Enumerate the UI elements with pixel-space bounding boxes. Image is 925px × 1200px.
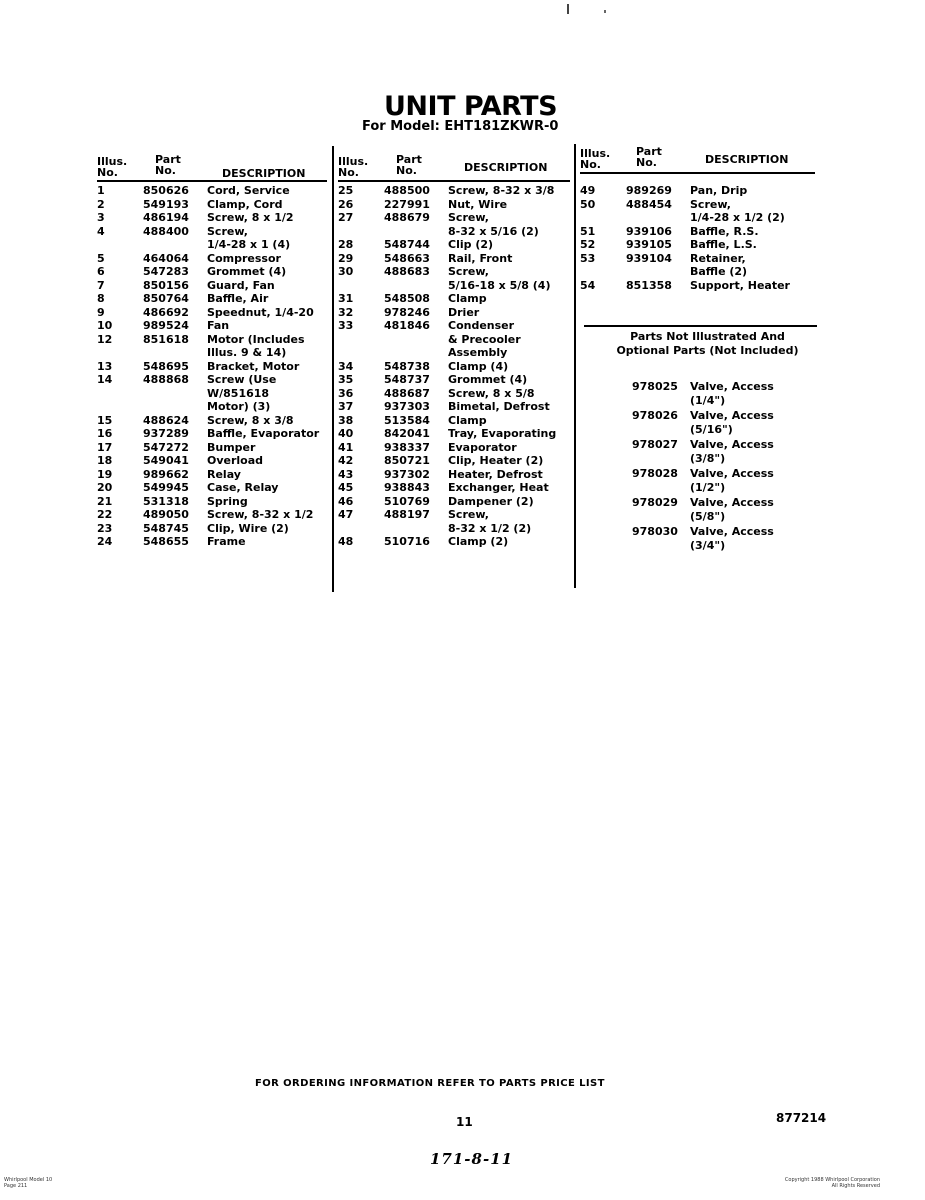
- part-number: 939104: [626, 251, 672, 265]
- part-description: Drier: [448, 305, 480, 319]
- column-header: [338, 150, 570, 184]
- illus-number: 46: [338, 494, 354, 508]
- part-number: 978025: [632, 380, 678, 393]
- parts-row: [97, 198, 327, 212]
- part-description: Screw, 8-32 x 1/2: [207, 508, 314, 521]
- illus-number: 23: [97, 521, 113, 535]
- parts-row: [97, 292, 327, 306]
- part-number: 488868: [143, 373, 189, 386]
- part-number: 939105: [626, 238, 672, 251]
- part-number: 227991: [384, 197, 430, 211]
- part-description: Valve, Access (5/8"): [690, 496, 774, 523]
- parts-row: [338, 481, 570, 495]
- part-description: Rail, Front: [448, 251, 513, 265]
- parts-row: [97, 508, 327, 522]
- part-description: Grommet (4): [448, 373, 528, 386]
- illus-number: 29: [338, 251, 354, 265]
- part-number: 939106: [626, 224, 672, 238]
- optional-part-row: [632, 438, 774, 466]
- illus-number: 6: [97, 265, 105, 278]
- part-description: Baffle, Evaporator: [207, 427, 320, 440]
- part-description: Screw, 8 x 3/8: [207, 413, 294, 427]
- illus-number: 15: [97, 413, 113, 427]
- part-number: 548655: [143, 535, 189, 548]
- part-number: 548508: [384, 292, 430, 305]
- parts-row: [97, 373, 327, 414]
- parts-row: [97, 225, 327, 252]
- part-description: Bumper: [207, 440, 256, 454]
- not-illustrated-list: [632, 380, 774, 554]
- part-description: Screw, 1/4-28 x 1 (4): [207, 224, 291, 251]
- header-illus: Illus. No.: [338, 155, 369, 179]
- parts-row: [580, 279, 815, 293]
- part-description: Speednut, 1/4-20: [207, 305, 314, 319]
- illus-number: 13: [97, 359, 113, 373]
- parts-row: [97, 319, 327, 333]
- part-number: 978029: [632, 496, 678, 509]
- illus-number: 5: [97, 251, 105, 265]
- parts-row: [97, 360, 327, 374]
- optional-part-row: [632, 467, 774, 495]
- illus-number: 12: [97, 332, 113, 346]
- scan-mark: [567, 4, 569, 14]
- illus-number: 36: [338, 386, 354, 400]
- illus-number: 16: [97, 427, 113, 440]
- parts-row: [97, 441, 327, 455]
- column-divider: [574, 144, 576, 588]
- part-description: Evaporator: [448, 440, 517, 454]
- parts-row: [97, 333, 327, 360]
- illus-number: 14: [97, 373, 113, 386]
- part-description: Valve, Access (3/4"): [690, 525, 774, 552]
- part-number: 978027: [632, 438, 678, 451]
- document-number: 877214: [776, 1111, 827, 1125]
- page-title: UNIT PARTS: [384, 91, 558, 122]
- header-part: Part No.: [396, 153, 422, 177]
- parts-row: [338, 211, 570, 238]
- part-number: 488683: [384, 265, 430, 278]
- parts-row: [97, 427, 327, 441]
- part-number: 989524: [143, 319, 189, 332]
- part-description: Pan, Drip: [690, 184, 748, 197]
- header-rule: [580, 172, 815, 174]
- illus-number: 17: [97, 440, 113, 454]
- part-number: 850156: [143, 278, 189, 292]
- part-description: Heater, Defrost: [448, 467, 543, 481]
- illus-number: 50: [580, 197, 596, 211]
- parts-row: [97, 265, 327, 279]
- part-description: Nut, Wire: [448, 197, 508, 211]
- illus-number: 8: [97, 292, 105, 305]
- part-number: 486692: [143, 305, 189, 319]
- illus-number: 53: [580, 251, 596, 265]
- parts-rows: [580, 184, 815, 292]
- part-number: 548737: [384, 373, 430, 386]
- illus-number: 21: [97, 494, 113, 508]
- illus-number: 33: [338, 319, 354, 332]
- handwritten-note: 171-8-11: [430, 1150, 514, 1168]
- parts-row: [580, 225, 815, 239]
- part-description: Clip (2): [448, 238, 494, 251]
- part-description: Compressor: [207, 251, 281, 265]
- parts-row: [338, 360, 570, 374]
- parts-row: [338, 468, 570, 482]
- illus-number: 3: [97, 211, 105, 224]
- header-part: Part No.: [636, 145, 662, 169]
- illus-number: 43: [338, 467, 354, 481]
- illus-number: 22: [97, 508, 113, 521]
- part-description: Spring: [207, 494, 248, 508]
- part-number: 549193: [143, 197, 189, 211]
- fine-print-left: Whirlpool Model 10 Page 211: [4, 1177, 53, 1189]
- illus-number: 41: [338, 440, 354, 454]
- parts-row: [338, 508, 570, 535]
- part-number: 851618: [143, 332, 189, 346]
- part-number: 488500: [384, 184, 430, 197]
- part-description: Overload: [207, 454, 264, 467]
- parts-row: [97, 522, 327, 536]
- parts-row: [97, 414, 327, 428]
- parts-row: [338, 184, 570, 198]
- parts-row: [580, 184, 815, 198]
- part-description: Baffle, Air: [207, 292, 269, 305]
- part-number: 978246: [384, 305, 430, 319]
- header-description: DESCRIPTION: [464, 161, 548, 174]
- ordering-note: FOR ORDERING INFORMATION REFER TO PARTS PRICE LIST: [255, 1078, 605, 1089]
- part-number: 850764: [143, 292, 189, 305]
- parts-column-3: [580, 145, 815, 292]
- illus-number: 1: [97, 184, 105, 197]
- part-description: Clip, Wire (2): [207, 521, 289, 535]
- column-header: [580, 145, 815, 184]
- part-number: 547272: [143, 440, 189, 454]
- parts-row: [97, 279, 327, 293]
- part-number: 549041: [143, 454, 189, 467]
- illus-number: 34: [338, 359, 354, 373]
- part-number: 978026: [632, 409, 678, 422]
- parts-row: [338, 454, 570, 468]
- section-divider: [584, 325, 817, 327]
- illus-number: 38: [338, 413, 354, 427]
- illus-number: 42: [338, 454, 354, 467]
- part-number: 548745: [143, 521, 189, 535]
- part-number: 548663: [384, 251, 430, 265]
- parts-row: [97, 535, 327, 549]
- part-number: 548695: [143, 359, 189, 373]
- part-description: Cord, Service: [207, 184, 290, 197]
- part-description: Case, Relay: [207, 481, 279, 494]
- illus-number: 2: [97, 197, 105, 211]
- optional-part-row: [632, 409, 774, 437]
- part-number: 548738: [384, 359, 430, 373]
- illus-number: 30: [338, 265, 354, 278]
- header-description: DESCRIPTION: [705, 153, 789, 166]
- illus-number: 40: [338, 427, 354, 440]
- part-number: 851358: [626, 278, 672, 292]
- illus-number: 4: [97, 224, 105, 238]
- illus-number: 48: [338, 535, 354, 548]
- part-number: 937302: [384, 467, 430, 481]
- parts-row: [97, 184, 327, 198]
- header-description: DESCRIPTION: [222, 167, 306, 180]
- illus-number: 27: [338, 211, 354, 224]
- part-number: 531318: [143, 494, 189, 508]
- part-description: Fan: [207, 319, 230, 332]
- parts-row: [338, 495, 570, 509]
- part-description: Bracket, Motor: [207, 359, 300, 373]
- scan-dot: [604, 10, 606, 13]
- part-description: Condenser & Precooler Assembly: [448, 319, 521, 359]
- part-description: Frame: [207, 535, 246, 548]
- parts-rows: [338, 184, 570, 549]
- part-number: 850721: [384, 454, 430, 467]
- illus-number: 26: [338, 197, 354, 211]
- illus-number: 24: [97, 535, 113, 548]
- part-number: 488624: [143, 413, 189, 427]
- column-divider: [332, 146, 334, 592]
- model-subtitle: For Model: EHT181ZKWR-0: [362, 119, 559, 134]
- part-description: Screw, 8 x 1/2: [207, 211, 294, 224]
- part-number: 548744: [384, 238, 430, 251]
- part-description: Screw, 1/4-28 x 1/2 (2): [690, 197, 785, 224]
- part-description: Screw (Use W/851618 Motor) (3): [207, 373, 277, 413]
- parts-row: [338, 198, 570, 212]
- parts-row: [580, 198, 815, 225]
- part-description: Screw, 5/16-18 x 5/8 (4): [448, 265, 551, 292]
- part-number: 989662: [143, 467, 189, 481]
- illus-number: 18: [97, 454, 113, 467]
- illus-number: 51: [580, 224, 596, 238]
- part-description: Exchanger, Heat: [448, 481, 549, 494]
- parts-column-1: [97, 150, 327, 549]
- part-description: Screw, 8-32 x 3/8: [448, 184, 555, 197]
- part-number: 938843: [384, 481, 430, 494]
- illus-number: 52: [580, 238, 596, 251]
- not-illustrated-heading: Parts Not Illustrated And Optional Parts (Not Included): [616, 330, 799, 357]
- parts-row: [338, 252, 570, 266]
- part-description: Clamp (4): [448, 359, 509, 373]
- parts-row: [338, 400, 570, 414]
- illus-number: 10: [97, 319, 113, 332]
- part-number: 488197: [384, 508, 430, 521]
- illus-number: 37: [338, 400, 354, 413]
- parts-row: [97, 306, 327, 320]
- parts-row: [97, 495, 327, 509]
- part-description: Baffle, L.S.: [690, 238, 757, 251]
- optional-part-row: [632, 525, 774, 553]
- part-description: Valve, Access (1/2"): [690, 467, 774, 494]
- column-header: [97, 150, 327, 184]
- part-description: Motor (Includes Illus. 9 & 14): [207, 332, 305, 359]
- part-description: Clip, Heater (2): [448, 454, 544, 467]
- part-description: Retainer, Baffle (2): [690, 251, 748, 278]
- part-description: Valve, Access (1/4"): [690, 380, 774, 407]
- parts-row: [97, 481, 327, 495]
- part-description: Grommet (4): [207, 265, 287, 278]
- parts-column-2: [338, 150, 570, 549]
- parts-row: [338, 306, 570, 320]
- part-description: Support, Heater: [690, 278, 790, 292]
- part-description: Clamp (2): [448, 535, 509, 548]
- parts-row: [338, 292, 570, 306]
- parts-row: [338, 427, 570, 441]
- parts-row: [97, 454, 327, 468]
- part-number: 488400: [143, 224, 189, 238]
- part-description: Clamp: [448, 413, 487, 427]
- parts-row: [338, 238, 570, 252]
- part-number: 937289: [143, 427, 189, 440]
- fine-print-right: Copyright 1988 Whirlpool Corporation All Rights Reserved: [784, 1177, 880, 1189]
- part-number: 513584: [384, 413, 430, 427]
- part-description: Relay: [207, 467, 241, 481]
- parts-row: [338, 441, 570, 455]
- part-description: Bimetal, Defrost: [448, 400, 550, 413]
- part-number: 850626: [143, 184, 189, 197]
- illus-number: 35: [338, 373, 354, 386]
- part-number: 481846: [384, 319, 430, 332]
- part-number: 510769: [384, 494, 430, 508]
- part-description: Clamp: [448, 292, 487, 305]
- parts-row: [338, 319, 570, 360]
- parts-row: [338, 414, 570, 428]
- optional-part-row: [632, 496, 774, 524]
- illus-number: 49: [580, 184, 596, 197]
- parts-row: [580, 238, 815, 252]
- parts-rows: [97, 184, 327, 549]
- part-description: Dampener (2): [448, 494, 534, 508]
- part-number: 488454: [626, 197, 672, 211]
- part-number: 547283: [143, 265, 189, 278]
- part-number: 464064: [143, 251, 189, 265]
- illus-number: 20: [97, 481, 113, 494]
- parts-row: [338, 535, 570, 549]
- part-number: 989269: [626, 184, 672, 197]
- illus-number: 54: [580, 278, 596, 292]
- part-number: 978030: [632, 525, 678, 538]
- header-illus: Illus. No.: [97, 155, 128, 179]
- part-number: 978028: [632, 467, 678, 480]
- part-number: 489050: [143, 508, 189, 521]
- illus-number: 28: [338, 238, 354, 251]
- part-number: 549945: [143, 481, 189, 494]
- part-number: 488679: [384, 211, 430, 224]
- parts-row: [97, 468, 327, 482]
- part-description: Screw, 8 x 5/8: [448, 386, 535, 400]
- parts-row: [97, 211, 327, 225]
- part-number: 488687: [384, 386, 430, 400]
- part-description: Valve, Access (3/8"): [690, 438, 774, 465]
- illus-number: 19: [97, 467, 113, 481]
- illus-number: 25: [338, 184, 354, 197]
- illus-number: 45: [338, 481, 354, 494]
- part-description: Clamp, Cord: [207, 197, 283, 211]
- header-illus: Illus. No.: [580, 147, 611, 171]
- optional-part-row: [632, 380, 774, 408]
- part-description: Screw, 8-32 x 1/2 (2): [448, 508, 532, 535]
- part-description: Tray, Evaporating: [448, 427, 557, 440]
- page-number: 11: [456, 1115, 473, 1129]
- part-number: 510716: [384, 535, 430, 548]
- header-rule: [338, 180, 570, 182]
- parts-row: [338, 373, 570, 387]
- parts-row: [580, 252, 815, 279]
- part-description: Screw, 8-32 x 5/16 (2): [448, 211, 539, 238]
- header-part: Part No.: [155, 153, 181, 177]
- parts-row: [338, 387, 570, 401]
- part-number: 938337: [384, 440, 430, 454]
- part-description: Guard, Fan: [207, 278, 275, 292]
- illus-number: 7: [97, 278, 105, 292]
- illus-number: 9: [97, 305, 105, 319]
- parts-row: [338, 265, 570, 292]
- part-description: Baffle, R.S.: [690, 224, 759, 238]
- part-number: 937303: [384, 400, 430, 413]
- illus-number: 32: [338, 305, 354, 319]
- illus-number: 31: [338, 292, 354, 305]
- header-rule: [97, 180, 327, 182]
- parts-row: [97, 252, 327, 266]
- part-number: 486194: [143, 211, 189, 224]
- illus-number: 47: [338, 508, 354, 521]
- part-number: 842041: [384, 427, 430, 440]
- part-description: Valve, Access (5/16"): [690, 409, 774, 436]
